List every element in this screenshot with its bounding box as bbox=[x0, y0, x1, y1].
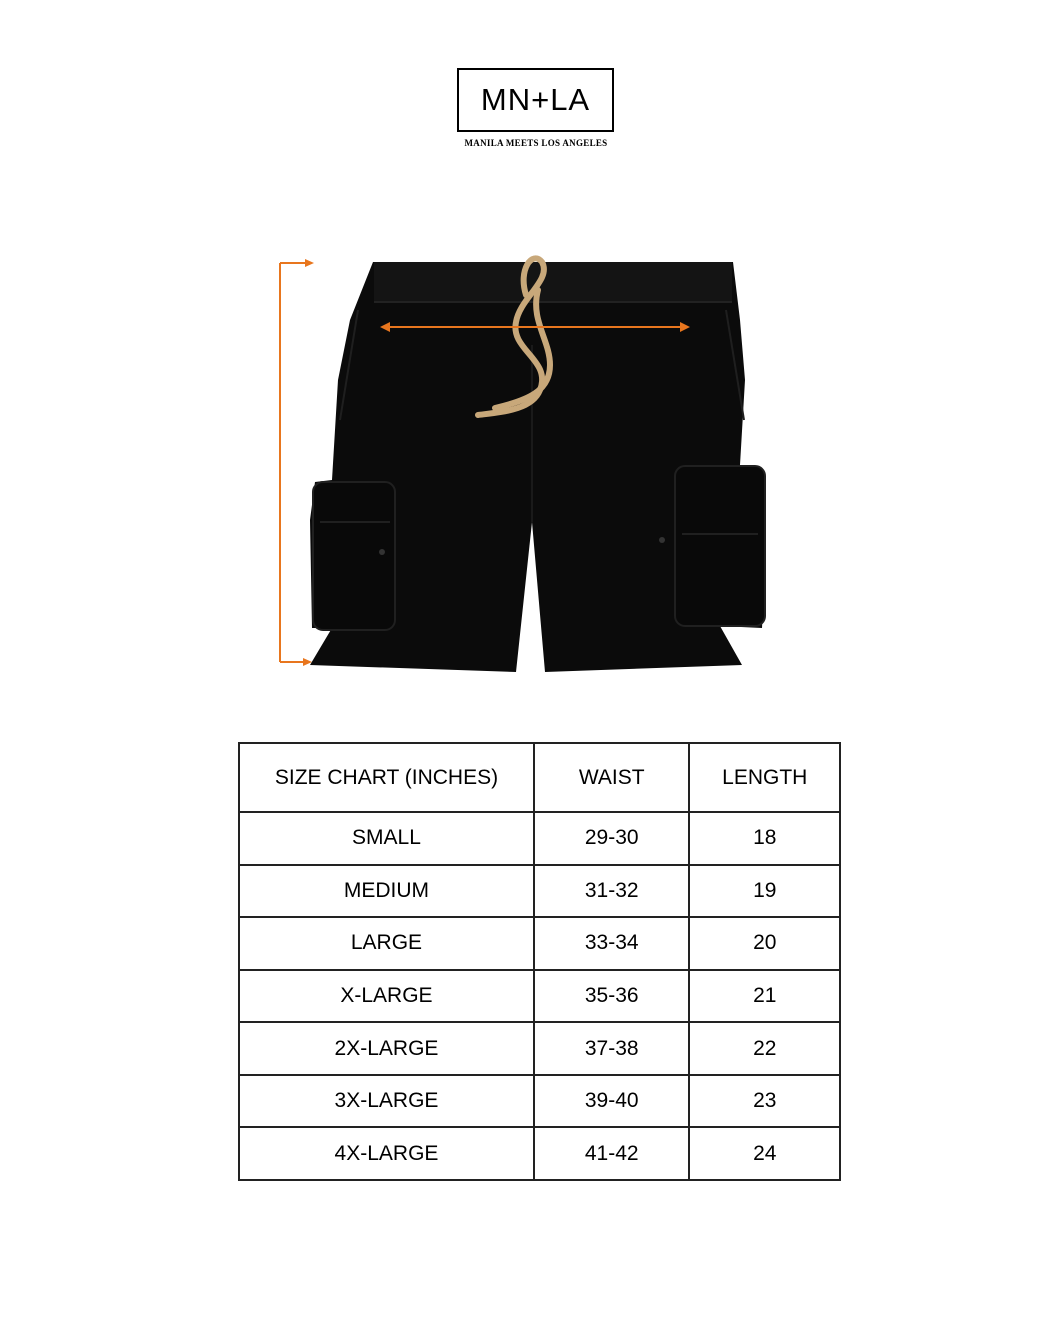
table-row bbox=[239, 917, 840, 970]
cell-length: 20 bbox=[689, 917, 840, 970]
size-chart-table bbox=[238, 742, 841, 1181]
brand-logo-text: MN+LA bbox=[480, 82, 591, 117]
table-row bbox=[239, 812, 840, 865]
cell-size: 2X-LARGE bbox=[239, 1022, 534, 1075]
shorts-measurement-illustration bbox=[270, 250, 790, 680]
header-length: LENGTH bbox=[689, 743, 840, 812]
cell-size: 3X-LARGE bbox=[239, 1075, 534, 1128]
cell-waist: 29-30 bbox=[534, 812, 690, 865]
brand-tagline: MANILA MEETS LOS ANGELES bbox=[464, 138, 608, 148]
cell-length: 24 bbox=[689, 1127, 840, 1180]
table-header-row bbox=[239, 743, 840, 812]
cell-length: 21 bbox=[689, 970, 840, 1023]
header-waist: WAIST bbox=[534, 743, 690, 812]
table-row bbox=[239, 1127, 840, 1180]
cell-length: 23 bbox=[689, 1075, 840, 1128]
brand-logo bbox=[457, 68, 614, 132]
cell-size: 4X-LARGE bbox=[239, 1127, 534, 1180]
cell-length: 22 bbox=[689, 1022, 840, 1075]
cell-length: 18 bbox=[689, 812, 840, 865]
cell-size: X-LARGE bbox=[239, 970, 534, 1023]
cell-waist: 37-38 bbox=[534, 1022, 690, 1075]
cell-waist: 39-40 bbox=[534, 1075, 690, 1128]
cell-size: SMALL bbox=[239, 812, 534, 865]
cell-waist: 31-32 bbox=[534, 865, 690, 918]
table-row bbox=[239, 1075, 840, 1128]
cell-size: MEDIUM bbox=[239, 865, 534, 918]
table-row bbox=[239, 970, 840, 1023]
cell-waist: 35-36 bbox=[534, 970, 690, 1023]
length-measure-arrow bbox=[280, 259, 314, 666]
table-row bbox=[239, 865, 840, 918]
table-row bbox=[239, 1022, 840, 1075]
header-size: SIZE CHART (INCHES) bbox=[239, 743, 534, 812]
cell-length: 19 bbox=[689, 865, 840, 918]
cell-size: LARGE bbox=[239, 917, 534, 970]
cell-waist: 33-34 bbox=[534, 917, 690, 970]
cell-waist: 41-42 bbox=[534, 1127, 690, 1180]
